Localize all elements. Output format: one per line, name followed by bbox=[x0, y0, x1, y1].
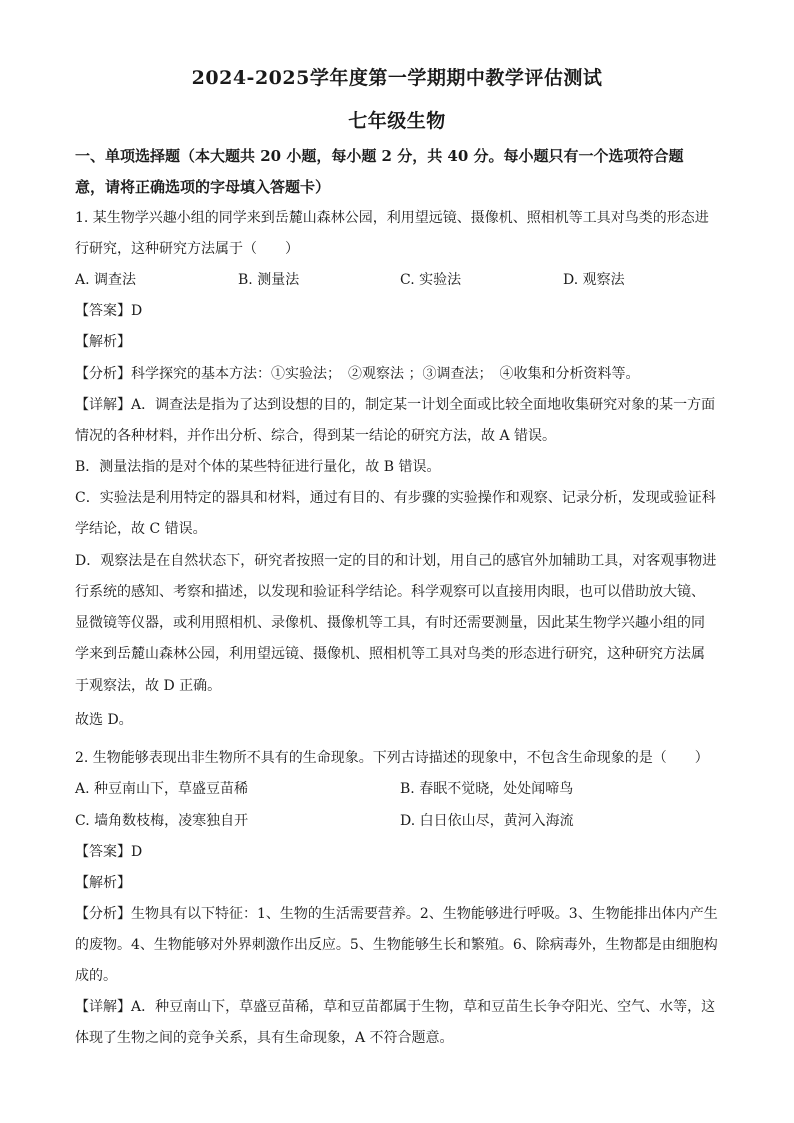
q1-detail-line: 【详解】A．调查法是指为了达到设想的目的，制定某一计划全面或比较全面地收集研究对象的某一方面 bbox=[75, 397, 716, 413]
exam-subtitle: 七年级生物 bbox=[348, 110, 446, 132]
q1-detail-line: C．实验法是利用特定的器具和材料，通过有目的、有步骤的实验操作和观察、记录分析，发现或验证科 bbox=[75, 490, 716, 506]
q2-detail-line: 【详解】A．种豆南山下，草盛豆苗稀，草和豆苗都属于生物，草和豆苗生长争夺阳光、空气、水等，这 bbox=[75, 999, 716, 1015]
q1-option-a: A. 调查法 bbox=[75, 272, 137, 288]
q1-detail-line: D．观察法是在自然状态下，研究者按照一定的目的和计划，用自己的感官外加辅助工具，对客观事物进 bbox=[75, 553, 717, 569]
exam-title: 2024-2025学年度第一学期期中教学评估测试 bbox=[191, 67, 603, 89]
q2-fenxi-line: 【分析】生物具有以下特征：1、生物的生活需要营养。2、生物能够进行呼吸。3、生物能排出体内产生 bbox=[75, 906, 718, 922]
q2-detail-line: 体现了生物之间的竞争关系，具有生命现象，A 不符合题意。 bbox=[75, 1030, 454, 1046]
q1-stem-line-1: 1. 某生物学兴趣小组的同学来到岳麓山森林公园，利用望远镜、摄像机、照相机等工具对鸟类的形态进 bbox=[75, 210, 709, 226]
q1-option-b: B. 测量法 bbox=[238, 272, 300, 288]
q1-option-d: D. 观察法 bbox=[563, 272, 625, 288]
q2-fenxi-line: 成的。 bbox=[75, 968, 117, 984]
q2-option-a: A. 种豆南山下，草盛豆苗稀 bbox=[75, 781, 249, 797]
q1-analysis-label: 【解析】 bbox=[75, 334, 131, 350]
q2-analysis-label: 【解析】 bbox=[75, 875, 131, 891]
q1-stem-line-2: 行研究，这种研究方法属于（ ） bbox=[75, 241, 299, 257]
q1-option-c: C. 实验法 bbox=[400, 272, 462, 288]
q1-answer: 【答案】D bbox=[75, 303, 143, 319]
q1-detail-line: 显微镜等仪器，或利用照相机、录像机、摄像机等工具，有时还需要测量，因此某生物学兴趣小组的同 bbox=[75, 615, 705, 631]
section-heading-line-2: 意，请将正确选项的字母填入答题卡） bbox=[75, 178, 331, 196]
q2-option-b: B. 春眠不觉晓，处处闻啼鸟 bbox=[400, 781, 574, 797]
q2-answer: 【答案】D bbox=[75, 844, 143, 860]
q1-detail-line: 情况的各种材料，并作出分析、综合，得到某一结论的研究方法，故 A 错误。 bbox=[75, 428, 557, 444]
q1-detail-line: 行系统的感知、考察和描述，以发现和验证科学结论。科学观察可以直接用肉眼，也可以借助放大镜、 bbox=[75, 584, 705, 600]
q1-detail-line: 学结论，故 C 错误。 bbox=[75, 521, 207, 537]
q1-detail-line: B．测量法指的是对个体的某些特征进行量化，故 B 错误。 bbox=[75, 459, 441, 475]
q1-fenxi: 【分析】科学探究的基本方法：①实验法； ②观察法 ；③调查法； ④收集和分析资料等。 bbox=[75, 366, 640, 382]
q2-option-d: D. 白日依山尽，黄河入海流 bbox=[400, 813, 574, 829]
q1-conclusion: 故选 D。 bbox=[75, 712, 133, 728]
q2-fenxi-line: 的废物。4、生物能够对外界刺激作出反应。5、生物能够生长和繁殖。6、除病毒外，生物都是由细胞构 bbox=[75, 937, 718, 953]
q2-option-c: C. 墙角数枝梅，凌寒独自开 bbox=[75, 813, 249, 829]
q2-stem: 2. 生物能够表现出非生物所不具有的生命现象。下列古诗描述的现象中，不包含生命现象的是（ ） bbox=[75, 750, 709, 766]
section-heading-line-1: 一、单项选择题（本大题共 20 小题，每小题 2 分，共 40 分。每小题只有一个选项符合题 bbox=[75, 147, 684, 165]
q1-detail-line: 于观察法，故 D 正确。 bbox=[75, 678, 222, 694]
q1-detail-line: 学来到岳麓山森林公园，利用望远镜、摄像机、照相机等工具对鸟类的形态进行研究，这种研究方法属 bbox=[75, 646, 705, 662]
